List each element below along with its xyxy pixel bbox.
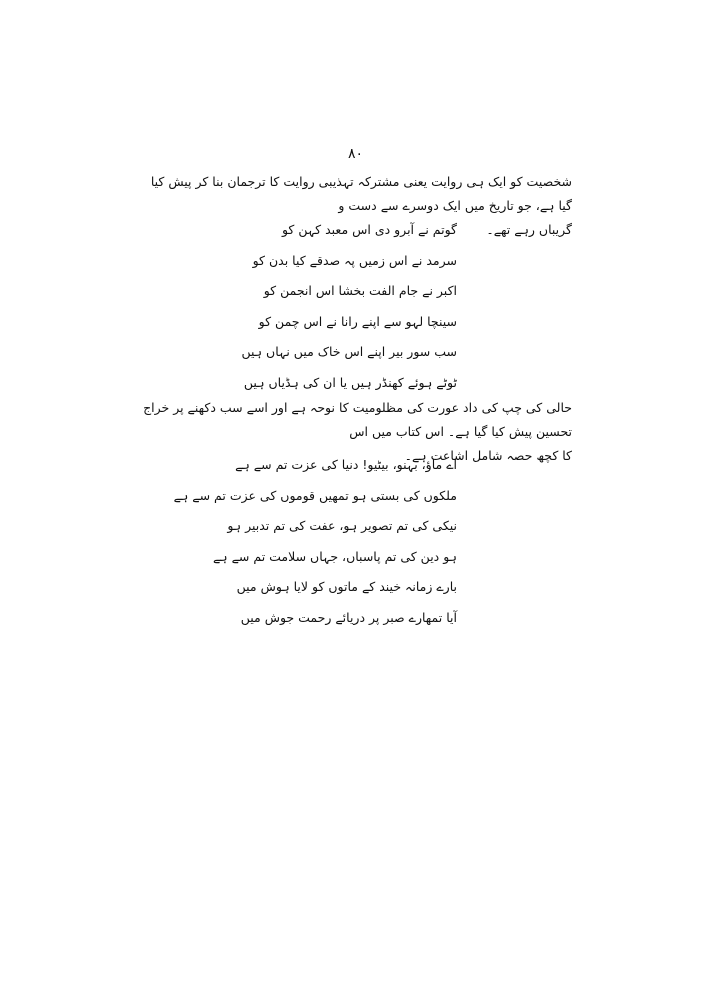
paragraph-1-line-2: گریباں رہے تھے۔ <box>486 222 572 237</box>
paragraph-1-line-1: شخصیت کو ایک ہی روایت یعنی مشترکہ تہذیبی روایت کا ترجمان بنا کر پیش کیا گیا ہے، جو تاریخ میں ایک دوسرے سے دست و <box>150 174 572 213</box>
poem-1-line: سرمد نے اس زمیں پہ صدقے کیا بدن کو <box>252 252 457 268</box>
poem-1 <box>241 215 457 398</box>
paragraph-2-line-1: حالی کی چپ کی داد عورت کی مظلومیت کا نوحہ ہے اور اسے سب دکھنے پر خراج تحسین پیش کیا گیا ہے۔ اس کتاب میں اس <box>143 400 572 439</box>
poem-1-line: گوتم نے آبرو دی اس معبد کہن کو <box>281 222 457 237</box>
poem-2-line: ہو دین کی تم پاسباں، جہاں سلامت تم سے ہے <box>212 548 457 564</box>
poem-1-line: سب سور بیر اپنے اس خاک میں نہاں ہیں <box>241 344 457 359</box>
poem-2 <box>173 450 457 633</box>
poem-2-line: نیکی کی تم تصویر ہو، عفت کی تم تدبیر ہو <box>227 518 457 533</box>
poem-2-line: آیا تمھارے صبر پر دریائے رحمت جوش میں <box>240 609 457 625</box>
poem-1-line: ٹوٹے ہوئے کھنڈر ہیں یا ان کی ہڈیاں ہیں <box>243 374 457 390</box>
poem-2-line: اے ماؤ، بہنو، بیٹیو! دنیا کی عزت تم سے ہے <box>235 457 457 472</box>
poem-2-line: ملکوں کی بستی ہو تمھیں قوموں کی عزت تم سے ہے <box>173 487 457 503</box>
poem-1-line: اکبر نے جام الفت بخشا اس انجمن کو <box>263 283 457 298</box>
paragraph-2-line-2: کا کچھ حصہ شامل اشاعت ہے۔ <box>404 448 572 463</box>
poem-1-line: سینچا لہو سے اپنے رانا نے اس چمن کو <box>258 313 457 329</box>
poem-2-line: بارے زمانہ خیند کے ماتوں کو لایا ہوش میں <box>236 579 457 594</box>
page-number: ۸۰ <box>347 146 364 162</box>
